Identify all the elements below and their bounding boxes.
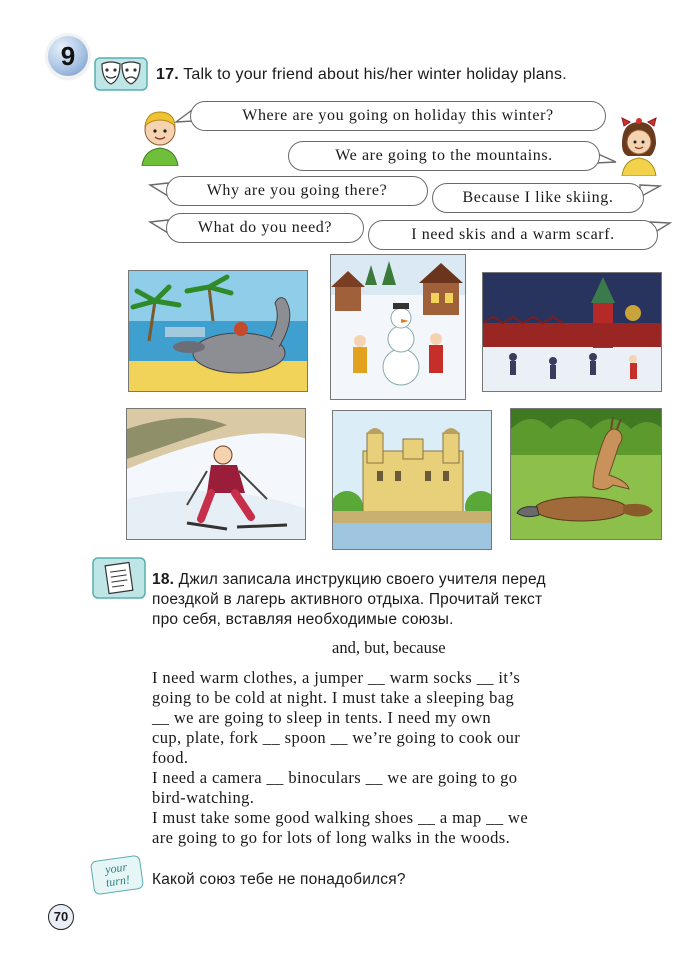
task-18-number: 18. [152,571,175,588]
your-turn-question: Какой союз тебе не понадобился? [152,871,406,888]
exercise-line-9: are going to go for lots of long walks in the woods. [152,828,511,847]
exercise-line-1: I need warm clothes, a jumper __ warm socks __ it’s [152,668,521,687]
task-18-instruction-line-1: Джил записала инструкцию своего учителя перед [178,571,546,588]
exercise-line-4: cup, plate, fork __ spoon __ we’re going to cook our [152,728,521,747]
dialogue-bubble-5: What do you need? [166,213,364,243]
your-turn-badge-line-1: your [104,859,128,877]
dialogue-bubble-3: Why are you going there? [166,176,428,206]
notebook-icon [92,556,146,600]
exercise-text [152,668,672,848]
red-square-skating-picture [482,272,662,392]
exercise-line-3: __ we are going to sleep in tents. I need my own [152,708,492,727]
exercise-line-7: bird-watching. [152,788,255,807]
dialogue-bubble-6: I need skis and a warm scarf. [368,220,658,250]
exercise-line-5: food. [152,748,189,767]
exercise-line-2: going to be cold at night. I must take a sleeping bag [152,688,515,707]
task-17-number: 17. [156,66,179,83]
task-18-instruction-line-2: поездкой в лагерь активного отдыха. Прочитай текст [152,591,543,608]
exercise-line-6: I need a camera __ binoculars __ we are going to go [152,768,518,787]
snowman-village-picture [330,254,466,400]
word-bank: and, but, because [332,638,446,657]
dialogue-bubble-1: Where are you going on holiday this winter? [190,101,606,131]
tower-of-london-picture [332,410,492,550]
page-number: 70 [48,904,74,930]
skier-picture [126,408,306,540]
kangaroo-platypus-picture [510,408,662,540]
exercise-line-8: I must take some good walking shoes __ a map __ we [152,808,529,827]
task-17-instruction: Talk to your friend about his/her winter holiday plans. [183,66,567,83]
dialogue-bubble-2: We are going to the mountains. [288,141,600,171]
beach-elephant-picture [128,270,308,392]
unit-number-badge: 9 [48,36,88,76]
your-turn-badge-line-2: turn! [104,872,131,890]
your-turn-badge [90,855,144,896]
dialogue-bubble-4: Because I like skiing. [432,183,644,213]
task-18-instruction [152,570,672,630]
task-18-instruction-line-3: про себя, вставляя необходимые союзы. [152,611,454,628]
